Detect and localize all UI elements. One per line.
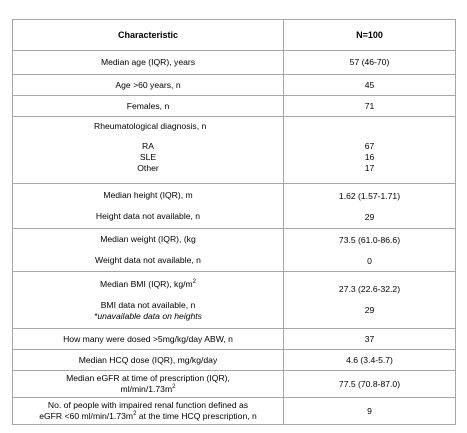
females-value: 71	[284, 96, 456, 117]
table-row	[13, 117, 456, 184]
egfr-label: Median eGFR at time of prescription (IQR), $ml/\min/1.73m^2$	[13, 371, 284, 398]
hcq-dose-value: 4.6 (3.4-5.7)	[284, 350, 456, 371]
bmi-cell	[13, 272, 284, 329]
weight-cell	[13, 229, 284, 272]
age-over-60-value: 45	[284, 75, 456, 96]
bmi-na-value: 29	[364, 305, 375, 315]
height-na-value: 29	[364, 212, 375, 222]
females-label: Females, n	[13, 96, 284, 117]
table-row	[13, 371, 456, 398]
bmi-values	[284, 272, 456, 329]
dosed-value: 37	[284, 329, 456, 350]
height-value: 1.62 (1.57-1.71)	[338, 191, 401, 201]
height-na-label: Height data not available, n	[95, 211, 201, 221]
median-age-label: Median age (IQR), years	[13, 51, 284, 75]
rheum-other-value: 17	[364, 163, 375, 173]
egfr-value: 77.5 (70.8-87.0)	[284, 371, 456, 398]
dosed-label: How many were dosed >5mg/kg/day ABW, n	[13, 329, 284, 350]
table-row	[13, 75, 456, 96]
table-row	[13, 329, 456, 350]
header-n: N=100	[284, 20, 456, 51]
weight-label: Median weight (IQR), (kg	[100, 234, 196, 244]
hcq-dose-label: Median HCQ dose (IQR), mg/kg/day	[13, 350, 284, 371]
table-row	[13, 51, 456, 75]
bmi-na-label: BMI data not available, n	[100, 299, 196, 310]
weight-values	[284, 229, 456, 272]
table-row	[13, 229, 456, 272]
header-characteristic: Characteristic	[13, 20, 284, 51]
rheum-cell	[13, 117, 284, 184]
table-header-row	[13, 20, 456, 51]
height-values	[284, 184, 456, 229]
impaired-label: No. of people with impaired renal function defined as eGFR <60 $ml/\min/1.73m^2$ at the time HCQ prescription, n	[13, 398, 284, 425]
table-row	[13, 184, 456, 229]
rheum-sle-label: SLE	[139, 152, 157, 162]
table-row	[13, 272, 456, 329]
rheum-label: Rheumatological diagnosis, n	[94, 121, 207, 131]
weight-na-label: Weight data not available, n	[95, 255, 201, 265]
baseline-characteristics-table	[12, 19, 456, 425]
weight-value: 73.5 (61.0-86.6)	[338, 235, 401, 245]
rheum-other-label: Other	[137, 163, 159, 173]
weight-na-value: 0	[367, 256, 372, 266]
table-row	[13, 398, 456, 425]
rheum-sle-value: 16	[364, 152, 375, 162]
height-cell	[13, 184, 284, 229]
bmi-na-note: *unavailable data on heights	[94, 310, 202, 321]
median-age-value: 57 (46-70)	[284, 51, 456, 75]
impaired-value: 9	[284, 398, 456, 425]
age-over-60-label: Age >60 years, n	[13, 75, 284, 96]
rheum-ra-value: 67	[364, 141, 375, 151]
rheum-ra-label: RA	[142, 141, 154, 151]
bmi-value: 27.3 (22.6-32.2)	[338, 284, 401, 294]
rheum-values	[284, 117, 456, 184]
table-row	[13, 350, 456, 371]
table-row	[13, 96, 456, 117]
bmi-label: Median BMI (IQR), $kg/m^2$	[100, 278, 196, 289]
height-label: Median height (IQR), m	[103, 190, 193, 200]
